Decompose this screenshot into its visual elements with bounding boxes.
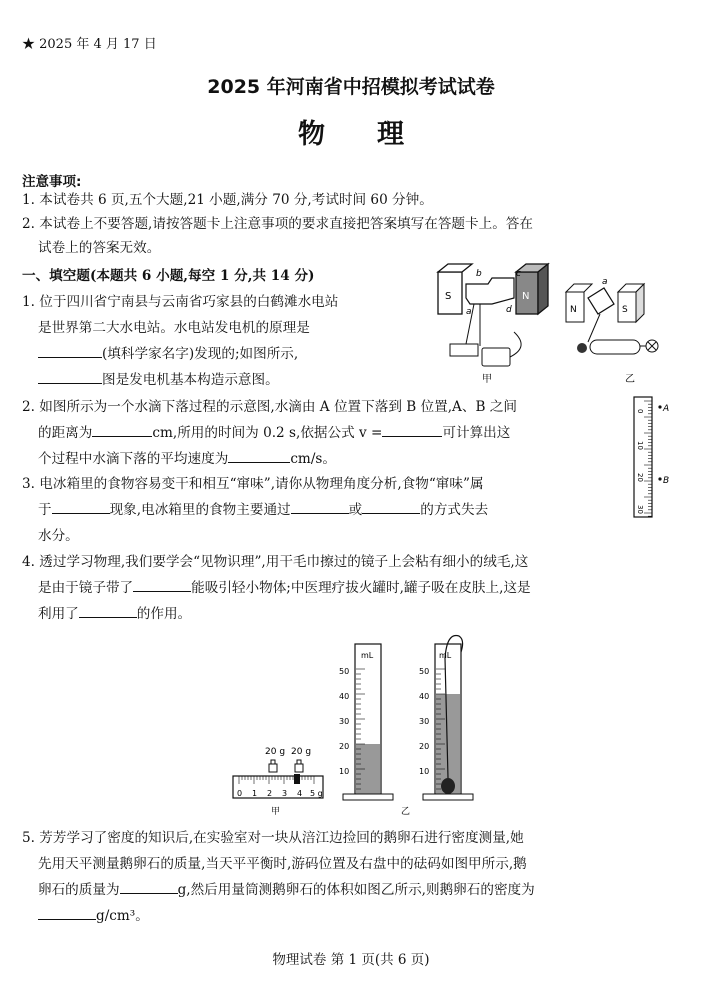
q1-line-3: (填科学家名字)发现的;如图所示,: [38, 342, 298, 366]
svg-text:50: 50: [339, 667, 350, 676]
svg-text:a: a: [466, 307, 472, 317]
notice-heading: 注意事项:: [22, 174, 82, 190]
answer-blank[interactable]: [38, 904, 96, 920]
answer-blank[interactable]: [362, 498, 420, 514]
answer-blank[interactable]: [291, 498, 349, 514]
svg-text:10: 10: [636, 441, 644, 450]
svg-text:20: 20: [636, 473, 644, 482]
graduated-cylinder-a: [339, 644, 393, 800]
answer-blank[interactable]: [92, 421, 152, 437]
svg-text:50: 50: [419, 667, 430, 676]
svg-text:4: 4: [297, 789, 303, 798]
svg-text:d: d: [506, 305, 512, 315]
svg-text:10: 10: [339, 767, 350, 776]
svg-text:30: 30: [636, 505, 644, 514]
q3-line-2: 于 现象,电冰箱里的食物主要通过 或 的方式失去: [38, 498, 488, 522]
q2-line-1: 2. 如图所示为一个水滴下落过程的示意图,水滴由 A 位置下落到 B 位置,A、B 之间: [22, 399, 517, 415]
subject-title: 物理: [298, 119, 456, 150]
page-footer: 物理试卷 第 1 页(共 6 页): [272, 952, 430, 968]
svg-text:1: 1: [252, 789, 258, 798]
answer-blank[interactable]: [382, 421, 442, 437]
svg-text:20 g: 20 g: [265, 747, 286, 757]
figure-jia: [438, 264, 548, 385]
q5-line-1: 5. 芳芳学习了密度的知识后,在实验室对一块从涪江边捡回的鹅卵石进行密度测量,她: [22, 830, 524, 846]
q1-line-2: 是世界第二大水电站。水电站发电机的原理是: [38, 320, 310, 336]
exam-title: 2025 年河南省中招模拟考试试卷: [207, 76, 495, 98]
ruler-figure: [630, 393, 674, 521]
section-heading: 一、填空题(本题共 6 小题,每空 1 分,共 14 分): [22, 268, 315, 284]
q4-line-3: 利用了 的作用。: [38, 602, 191, 626]
svg-text:0: 0: [237, 789, 243, 798]
generator-figure: [430, 262, 682, 387]
svg-text:乙: 乙: [625, 374, 635, 385]
svg-text:5 g: 5 g: [310, 789, 323, 798]
q3-line-1: 3. 电冰箱里的食物容易变干和相互“窜味”,请你从物理角度分析,食物“窜味”属: [22, 476, 484, 492]
svg-text:mL: mL: [361, 651, 374, 660]
svg-text:N: N: [522, 291, 530, 302]
svg-text:3: 3: [282, 789, 288, 798]
answer-blank[interactable]: [38, 342, 102, 358]
density-figure: [225, 628, 485, 820]
svg-text:S: S: [445, 291, 452, 302]
rider-scale: [233, 774, 323, 817]
q3-line-3: 水分。: [38, 528, 79, 544]
svg-text:S: S: [622, 305, 628, 315]
answer-blank[interactable]: [79, 602, 137, 618]
answer-blank[interactable]: [133, 576, 191, 592]
svg-text:c: c: [516, 269, 521, 279]
svg-text:b: b: [476, 269, 482, 279]
figure-yi: [566, 277, 658, 385]
exam-date: ★ 2025 年 4 月 17 日: [22, 37, 157, 52]
q5-line-3: 卵石的质量为 g,然后用量筒测鹅卵石的体积如图乙所示,则鹅卵石的密度为: [38, 878, 535, 902]
svg-text:20 g: 20 g: [291, 747, 312, 757]
svg-text:2: 2: [267, 789, 273, 798]
svg-text:10: 10: [419, 767, 430, 776]
weights: [265, 747, 311, 772]
q4-line-1: 4. 透过学习物理,我们要学会“见物识理”,用干毛巾擦过的镜子上会粘有细小的绒毛,这: [22, 554, 529, 570]
svg-text:B: B: [663, 476, 670, 486]
svg-text:30: 30: [339, 717, 350, 726]
svg-text:0: 0: [636, 409, 644, 414]
svg-text:甲: 甲: [482, 374, 492, 385]
q2-line-3: 个过程中水滴下落的平均速度为 cm/s。: [38, 447, 336, 471]
svg-text:20: 20: [419, 742, 430, 751]
notice-item-3: 试卷上的答案无效。: [38, 240, 161, 256]
svg-text:A: A: [663, 404, 670, 414]
q2-line-2: 的距离为 cm,所用的时间为 0.2 s,依据公式 v = 可计算出这: [38, 421, 510, 445]
svg-text:40: 40: [339, 692, 350, 701]
q1-line-4: 图是发电机基本构造示意图。: [38, 368, 279, 392]
svg-text:30: 30: [419, 717, 430, 726]
answer-blank[interactable]: [52, 498, 110, 514]
svg-text:a: a: [602, 277, 608, 287]
answer-blank[interactable]: [38, 368, 102, 384]
svg-text:40: 40: [419, 692, 430, 701]
q5-line-4: g/cm³。: [38, 904, 149, 928]
svg-text:乙: 乙: [401, 807, 411, 817]
q5-line-2: 先用天平测量鹅卵石的质量,当天平平衡时,游码位置及右盘中的砝码如图甲所示,鹅: [38, 856, 527, 872]
svg-text:甲: 甲: [271, 807, 281, 817]
graduated-cylinder-b: [401, 635, 473, 817]
answer-blank[interactable]: [228, 447, 290, 463]
svg-text:20: 20: [339, 742, 350, 751]
svg-text:mL: mL: [439, 651, 452, 660]
notice-item-1: 1. 本试卷共 6 页,五个大题,21 小题,满分 70 分,考试时间 60 分钟。: [22, 192, 433, 208]
notice-item-2: 2. 本试卷上不要答题,请按答题卡上注意事项的要求直接把答案填写在答题卡上。答在: [22, 216, 533, 232]
q4-line-2: 是由于镜子带了 能吸引轻小物体;中医理疗拔火罐时,罐子吸在皮肤上,这是: [38, 576, 531, 600]
q1-line-1: 1. 位于四川省宁南县与云南省巧家县的白鹤滩水电站: [22, 294, 339, 310]
answer-blank[interactable]: [120, 878, 178, 894]
svg-text:N: N: [570, 305, 577, 315]
